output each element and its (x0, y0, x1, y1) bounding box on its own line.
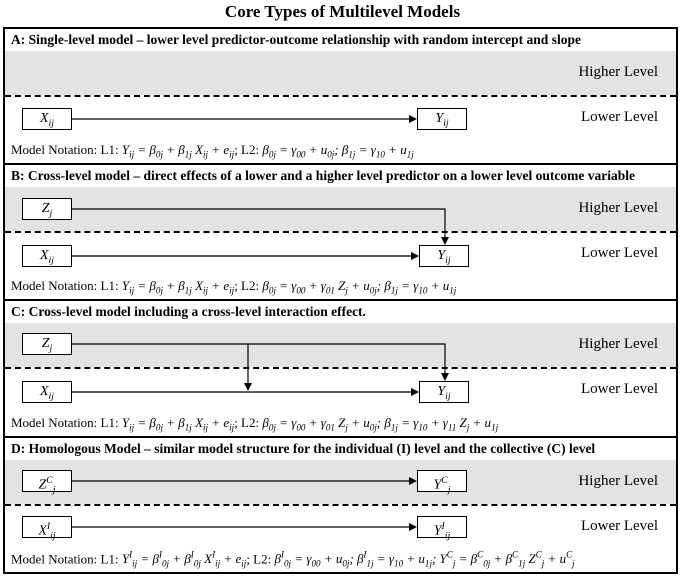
panel-c-y-box: $Y_{ij}$ (419, 381, 469, 403)
panel-d-lower-label: Lower Level (580, 518, 658, 534)
panel-d-higher-label: Higher Level (578, 473, 658, 489)
panel-d-heading: D: Homologous Model – similar model structure for the individual (I) level and the collective (C) level (11, 441, 596, 456)
panel-c-arrowhead-z-y (441, 373, 449, 381)
figure-title: Core Types of Multilevel Models (224, 2, 461, 21)
panel-d-yi-box: $Y^I_{ij}$ (417, 516, 467, 538)
panel-d-z-box: $Z^C_j$ (22, 470, 72, 492)
panel-b (5, 165, 676, 301)
panel-a-y-box: $Y_{ij}$ (417, 108, 467, 130)
panel-b-lower-label: Lower Level (580, 245, 658, 261)
panel-d-arrowhead-x-y (409, 523, 417, 531)
figure-frame (3, 27, 678, 574)
panel-b-arrowhead-z-y (441, 237, 449, 245)
panel-c-arrow-z-y (72, 344, 445, 375)
panel-c-notation: Model Notation: L1: $Y_{ij} = \beta_{0j} + \beta_{1j}$ $X_{ij} + e_{ij}$; L2: $\beta_{0j} = \gamma_{00} + \gamma_{01}$ $Z_j + u_{0j}$; $\beta_{1j} = \gamma_{10} + \gamma_{11}$ $Z_j + u_{1j}$ (11, 415, 499, 433)
panel-a-arrowhead-x-y (409, 115, 417, 123)
panel-b-z-box: $Z_j$ (22, 198, 72, 220)
panel-c-z-box: $Z_j$ (22, 333, 72, 355)
panel-a-x-box: $X_{ij}$ (22, 108, 72, 130)
panel-a (5, 29, 676, 165)
panel-b-arrowhead-x-y (411, 252, 419, 260)
panel-d (5, 438, 676, 572)
panel-d-notation: Model Notation: L1: $Y^I_{ij} = \beta^I_{0j} + \beta^I_{0j}$ $X^I_{ij} + e_{ij}$; L2: $\beta^I_{0j} = \gamma_{00} + u_{0j}$; $\beta^I_{1j} = \gamma_{10} + u_{1j}$; $Y^C_j = \beta^C_{0j} + \beta^C_{1j}$ $Z^C_j + u^C_j$ (11, 550, 575, 569)
panel-b-arrow-z-y (72, 209, 445, 239)
panel-b-x-box: $X_{ij}$ (22, 245, 72, 267)
panel-a-heading: A: Single-level model – lower level predictor-outcome relationship with random intercept and slope (11, 32, 581, 47)
panel-c-heading: C: Cross-level model including a cross-level interaction effect. (11, 304, 366, 319)
panel-b-notation: Model Notation: L1: $Y_{ij} = \beta_{0j} + \beta_{1j}$ $X_{ij} + e_{ij}$; L2: $\beta_{0j} = \gamma_{00} + \gamma_{01}$ $Z_j + u_{0j}$; $\beta_{1j} = \gamma_{10} + u_{1j}$ (11, 278, 457, 296)
panel-c-arrowhead-x-y (411, 388, 419, 396)
panel-c (5, 301, 676, 438)
panel-d-yc-box: $Y^C_j$ (417, 470, 467, 492)
panel-c-arrowhead-interaction (244, 383, 252, 391)
panel-c-x-box: $X_{ij}$ (22, 381, 72, 403)
panel-b-y-box: $Y_{ij}$ (419, 245, 469, 267)
panel-a-notation: Model Notation: L1: $Y_{ij} = \beta_{0j} + \beta_{1j}$ $X_{ij} + e_{ij}$; L2: $\beta_{0j} = \gamma_{00} + u_{0j}$; $\beta_{1j} = \gamma_{10} + u_{1j}$ (11, 142, 414, 160)
panel-c-higher-label: Higher Level (578, 336, 658, 352)
panel-d-x-box: $X^I_{ij}$ (22, 516, 72, 538)
panel-b-heading: B: Cross-level model – direct effects of a lower and a higher level predictor on a lower level outcome variable (11, 168, 636, 183)
panel-a-higher-label: Higher Level (578, 64, 658, 80)
panel-a-lower-label: Lower Level (580, 109, 658, 125)
panel-c-lower-label: Lower Level (580, 381, 658, 397)
panel-b-higher-label: Higher Level (578, 200, 658, 216)
panel-d-arrowhead-z-y (409, 477, 417, 485)
